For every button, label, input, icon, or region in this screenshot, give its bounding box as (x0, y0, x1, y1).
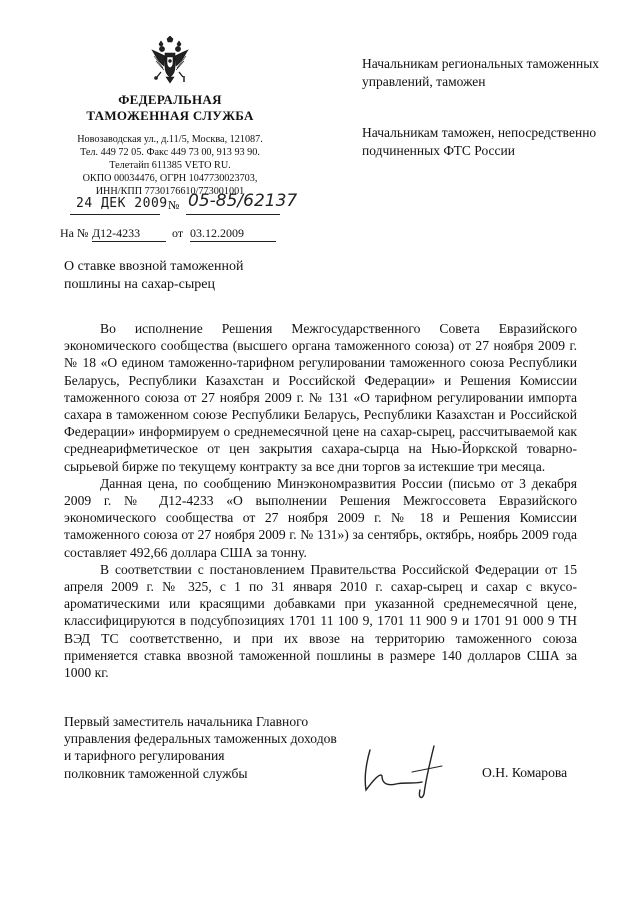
letter-subject: О ставке ввозной таможенной пошлины на сахар-сырец (64, 259, 244, 292)
sender-teletype: Телетайп 611385 VETO RU. (109, 160, 231, 171)
letter-body (64, 320, 577, 681)
body-paragraph-3: В соответствии с постановлением Правительства Российской Федерации от 15 апреля 2009 г. № 325, с 1 по 31 января 2010 г. сахар-сырец и сахар с вкусо-ароматическими или красящими добавками при указанной среднемесячной цене, классифицируются в подсубпозициях 1701 11 100 9, 1701 11 900 9 и 1701 91 000 9 ТН ВЭД ТС соответственно, и при их ввозе на территорию таможенного союза применяется ставка ввозной таможенной пошлины в размере 140 долларов США за 1000 кг. (64, 561, 577, 681)
letter-date-stamp: 24 ДЕК 2009 (76, 196, 168, 211)
org-name-line2: ТАМОЖЕННАЯ СЛУЖБА (86, 108, 254, 123)
reply-to-label: На № (60, 226, 89, 240)
sender-inn-kpp: ИНН/КПП 7730176610/773001001 (95, 186, 245, 197)
sender-phone-fax: Тел. 449 72 05. Факс 449 73 00, 913 93 90. (80, 147, 260, 158)
signatory-title-line2: управления федеральных таможенных доходов (64, 731, 337, 747)
letter-number-handwritten: 05-85/62137 (188, 191, 298, 211)
reply-to-date-label: от (172, 226, 184, 240)
signatory-title (64, 713, 364, 782)
signatory-title-line3: и тарифного регулирования (64, 748, 225, 764)
sender-address: Новозаводская ул., д.11/5, Москва, 121087. (77, 134, 263, 145)
recipient-customs: Начальникам таможен, непосредственно подчиненных ФТС России (362, 125, 597, 158)
sender-contacts (60, 133, 280, 198)
double-headed-eagle-emblem-icon (148, 36, 192, 86)
handwritten-signature (352, 742, 452, 802)
signatory-title-line1: Первый заместитель начальника Главного (64, 714, 309, 729)
reply-to-date: 03.12.2009 (190, 226, 276, 242)
body-paragraph-1: Во исполнение Решения Межгосударственного Совета Евразийского экономического сообщества (высшего органа таможенного союза) от 27 ноября 2009 г. № 18 «О едином таможенно-тарифном регулировании таможенного союза Республики Беларусь, Республики Казахстан и Российской Федерации» и Решения Комиссии таможенного союза от 27 ноября 2009 г. № 131 «О тарифном регулировании импорта сахара в таможенном союзе Республики Беларусь, Республики Казахстан и Российской Федерации» информируем о среднемесячной цене на сахар-сырец, рассчитываемой как среднеарифметическое от цен закрытия сахара-сырца на Нью-Йоркской товарно-сырьевой бирже по текущему контракту за все дни торгов за истекшие три месяца. (64, 321, 577, 474)
reply-to-number: Д12-4233 (92, 226, 166, 242)
signer-name: О.Н. Комарова (482, 765, 568, 780)
number-label: № (168, 198, 180, 212)
recipient-regional: Начальникам региональных таможенных управлений, таможен (362, 56, 600, 89)
sender-okpo-ogrn: ОКПО 00034476, ОГРН 1047730023703, (82, 173, 258, 184)
org-name-line1: ФЕДЕРАЛЬНАЯ (118, 92, 222, 107)
body-paragraph-2: Данная цена, по сообщению Минэкономразвития России (письмо от 3 декабря 2009 г. № Д12-4233 «О выполнении Решения Межгоссовета Евразийского экономического сообщества от 27 ноября 2009 г. № 18 и Решения Комиссии таможенного союза от 27 ноября 2009 г. № 131») за сентябрь, октябрь, ноябрь 2009 года составляет 492,66 доллара США за тонну. (64, 475, 577, 560)
signatory-title-line4: полковник таможенной службы (64, 765, 248, 781)
